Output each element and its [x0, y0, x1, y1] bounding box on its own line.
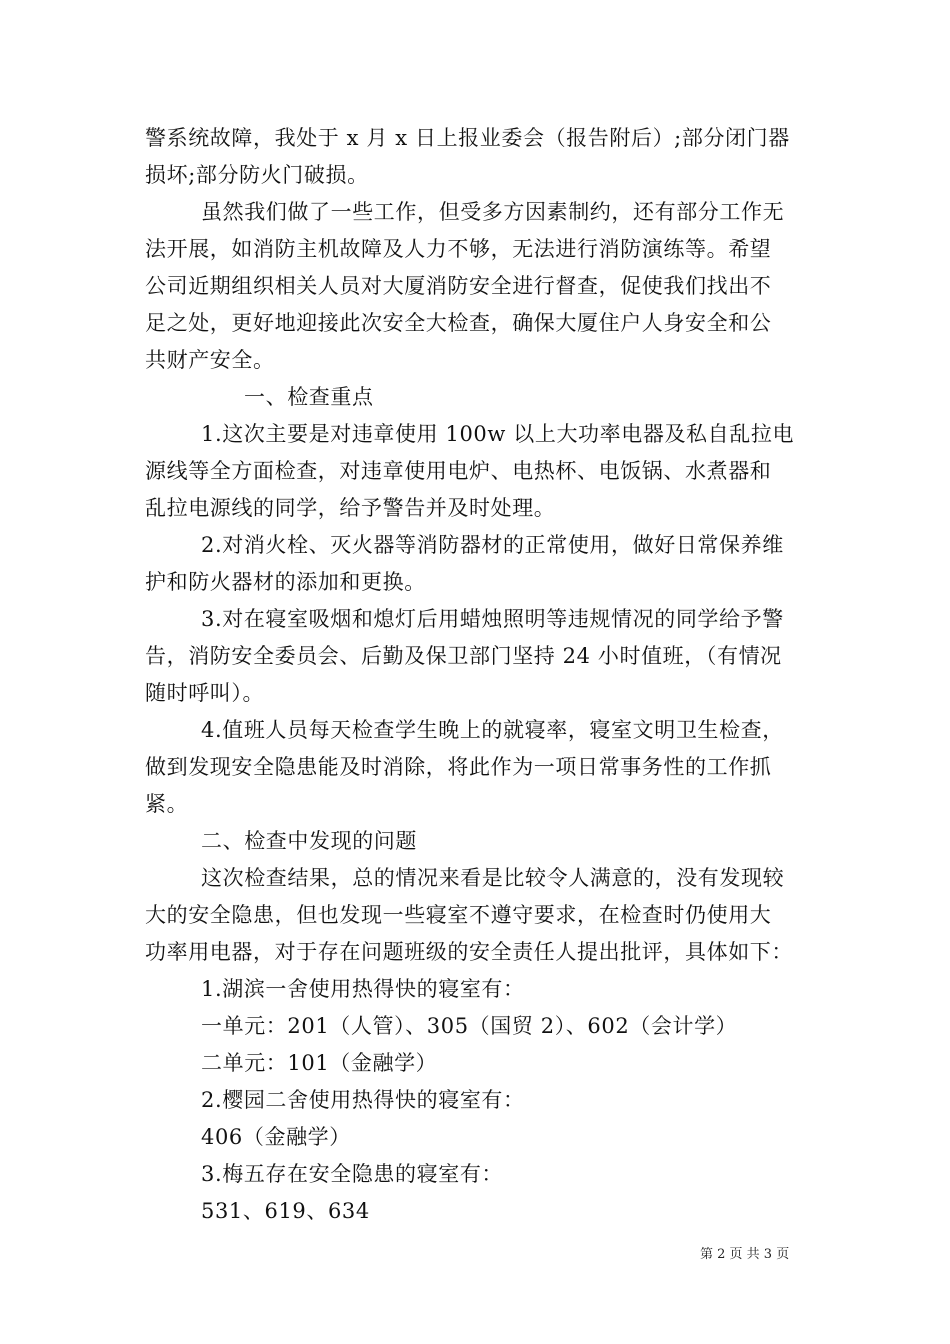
dorm-list-heading-2: 2.樱园二舍使用热得快的寝室有：: [201, 1088, 525, 1112]
text-line: 警系统故障，我处于 x 月 x 日上报业委会（报告附后）;部分闭门器: [145, 126, 790, 150]
dorm-list-entry: 531、619、634: [201, 1199, 370, 1223]
text-line: 告，消防安全委员会、后勤及保卫部门坚持 24 小时值班，（有情况: [145, 644, 782, 668]
text-line: 共财产安全。: [145, 348, 275, 372]
text-line: 足之处，更好地迎接此次安全大检查，确保大厦住户人身安全和公: [145, 311, 772, 335]
text-line: 损坏;部分防火门破损。: [145, 163, 369, 187]
text-line: 护和防火器材的添加和更换。: [145, 570, 426, 594]
text-line: 源线等全方面检查，对违章使用电炉、电热杯、电饭锅、水煮器和: [145, 459, 772, 483]
dorm-list-entry: 406（金融学）: [201, 1125, 351, 1149]
paragraph-first-line: 虽然我们做了一些工作，但受多方因素制约，还有部分工作无: [201, 200, 785, 224]
text-line: 大的安全隐患，但也发现一些寝室不遵守要求，在检查时仍使用大: [145, 903, 772, 927]
list-item-1: 1.这次主要是对违章使用 100w 以上大功率电器及私自乱拉电: [201, 422, 795, 446]
text-line: 随时呼叫）。: [145, 681, 265, 705]
section-heading-1: 一、检查重点: [244, 385, 374, 409]
page-number: 第 2 页 共 3 页: [700, 1247, 790, 1262]
list-item-3: 3.对在寝室吸烟和熄灯后用蜡烛照明等违规情况的同学给予警: [201, 607, 784, 631]
list-item-4: 4.值班人员每天检查学生晚上的就寝率，寝室文明卫生检查，: [201, 718, 784, 742]
paragraph-first-line: 这次检查结果，总的情况来看是比较令人满意的，没有发现较: [201, 866, 785, 890]
text-line: 公司近期组织相关人员对大厦消防安全进行督查，促使我们找出不: [145, 274, 772, 298]
dorm-list-heading-1: 1.湖滨一舍使用热得快的寝室有：: [201, 977, 525, 1001]
dorm-list-heading-3: 3.梅五存在安全隐患的寝室有：: [201, 1162, 504, 1186]
text-line: 紧。: [145, 792, 189, 816]
text-line: 法开展，如消防主机故障及人力不够，无法进行消防演练等。希望: [145, 237, 772, 261]
dorm-list-entry: 一单元：201（人管）、305（国贸 2）、602（会计学）: [201, 1014, 738, 1038]
dorm-list-entry: 二单元：101（金融学）: [201, 1051, 438, 1075]
section-heading-2: 二、检查中发现的问题: [201, 829, 417, 853]
text-line: 乱拉电源线的同学，给予警告并及时处理。: [145, 496, 556, 520]
list-item-2: 2.对消火栓、灭火器等消防器材的正常使用，做好日常保养维: [201, 533, 784, 557]
text-line: 功率用电器，对于存在问题班级的安全责任人提出批评，具体如下：: [145, 940, 793, 964]
text-line: 做到发现安全隐患能及时消除，将此作为一项日常事务性的工作抓: [145, 755, 772, 779]
